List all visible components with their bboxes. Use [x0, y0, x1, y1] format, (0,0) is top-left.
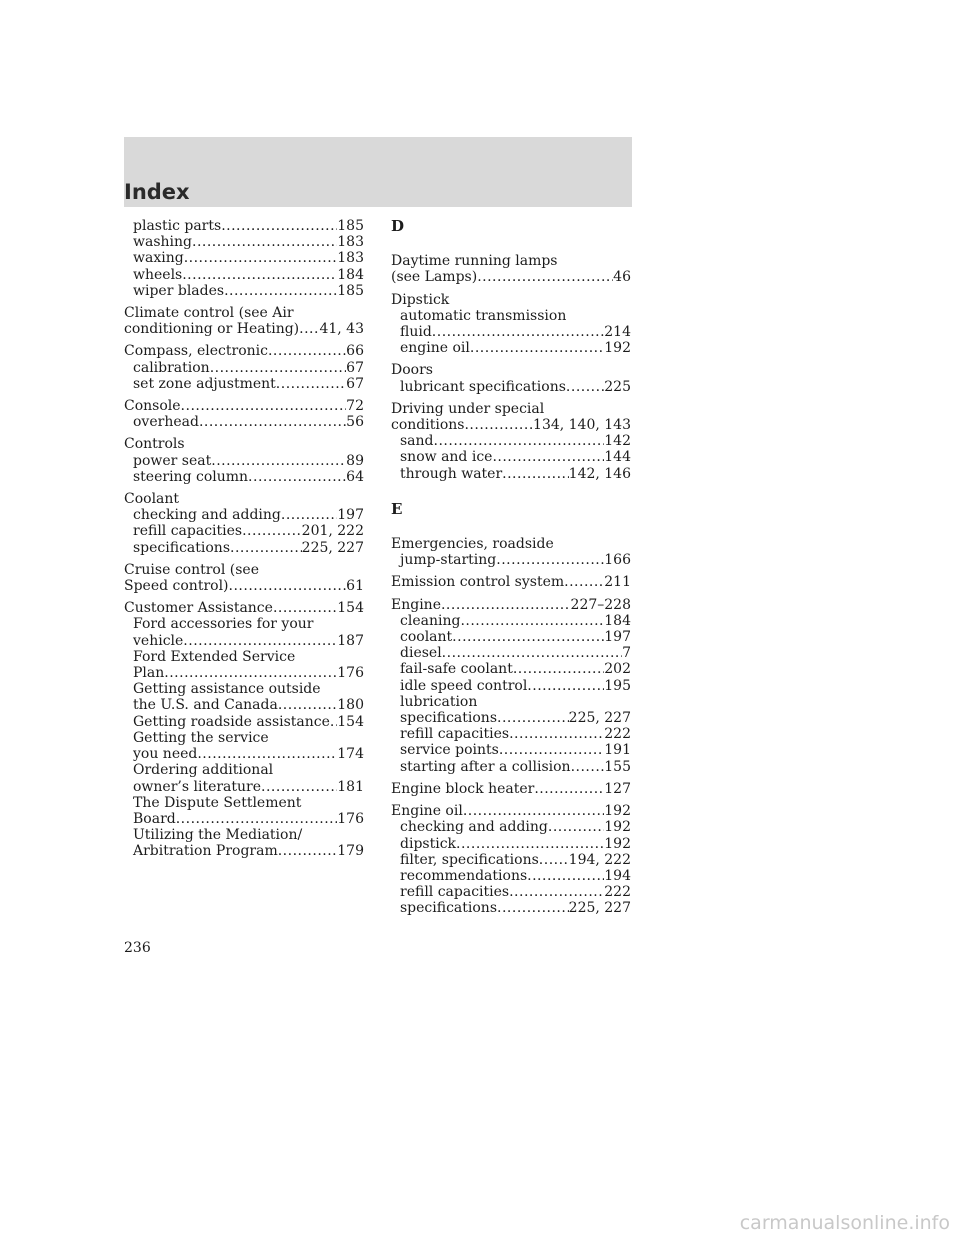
page-ref: 187: [337, 632, 364, 649]
page-ref: 185: [337, 218, 364, 234]
entry-text: Climate control (see Air: [124, 305, 294, 322]
page-ref: 192: [604, 835, 631, 852]
index-subentry: [124, 714, 364, 730]
page-ref: 89: [346, 452, 364, 469]
leader-dots: [470, 340, 604, 356]
page-ref: 183: [337, 234, 364, 251]
page-ref: 225: [604, 378, 631, 395]
leader-dots: [210, 360, 346, 376]
entry-text: Ordering additional: [133, 762, 274, 779]
header-band: [124, 137, 632, 207]
page-ref: 201, 222: [301, 523, 364, 540]
entry-text: specifications: [133, 539, 231, 556]
index-column-left: [124, 218, 364, 860]
entry-text: Daytime running lamps: [391, 253, 558, 270]
leader-dots: [278, 843, 338, 859]
entry-text: Controls: [124, 436, 185, 453]
index-subentry: [391, 900, 631, 916]
entry-text: calibration: [133, 359, 210, 376]
page-ref: 174: [337, 746, 364, 763]
entry-text: refill capacities: [400, 884, 510, 901]
entry-text: Getting roadside assistance: [133, 713, 330, 730]
leader-dots: [276, 376, 346, 392]
leader-dots: [464, 417, 533, 433]
index-subentry: [124, 746, 364, 762]
leader-dots: [539, 852, 569, 868]
entry-text: coolant: [400, 629, 453, 646]
leader-dots: [229, 578, 347, 594]
index-subentry: [391, 466, 631, 482]
page-ref: 154: [337, 600, 364, 617]
entry-text: Console: [124, 398, 181, 415]
page-ref: 66: [346, 343, 364, 360]
entry-text: automatic transmission: [400, 307, 567, 324]
index-entry: [124, 321, 364, 337]
entry-text: wheels: [133, 266, 183, 283]
index-letter-heading: E: [391, 499, 403, 518]
index-subentry: [124, 267, 364, 283]
leader-dots: [268, 343, 346, 359]
index-subentry: [124, 218, 364, 234]
index-entry: [391, 417, 631, 433]
index-subentry: [124, 779, 364, 795]
index-subentry: [391, 433, 631, 449]
page-ref: 72: [346, 398, 364, 415]
index-column-right: [391, 218, 631, 917]
page-ref: 192: [604, 803, 631, 820]
entry-text: Doors: [391, 362, 433, 379]
page-ref: 183: [337, 250, 364, 267]
page-ref: 211: [604, 574, 631, 591]
entry-text: Utilizing the Mediation/: [133, 827, 303, 844]
section-title: Index: [124, 180, 190, 204]
index-subentry: [124, 843, 364, 859]
leader-dots: [211, 453, 346, 469]
index-subentry: [391, 552, 631, 568]
index-subentry: [391, 645, 631, 661]
index-subentry: [124, 523, 364, 539]
page-ref: 142, 146: [568, 465, 631, 482]
entry-text: Ford Extended Service: [133, 648, 296, 665]
entry-text: fluid: [400, 324, 432, 341]
entry-text: waxing: [133, 250, 184, 267]
entry-text: Arbitration Program: [133, 843, 278, 860]
entry-text: Plan: [133, 665, 165, 682]
entry-text: engine oil: [400, 340, 470, 357]
index-subentry: [391, 759, 631, 775]
index-subentry: [391, 710, 631, 726]
entry-text: snow and ice: [400, 449, 493, 466]
index-subentry: [391, 819, 631, 835]
entry-text: Engine: [391, 596, 441, 613]
index-subentry: [124, 414, 364, 430]
index-entry: [391, 781, 631, 797]
entry-text: you need: [133, 746, 198, 763]
index-subentry: [391, 852, 631, 868]
entry-text: conditioning or Heating): [124, 321, 300, 338]
entry-text: lubricant specifications: [400, 378, 566, 395]
entry-text: power seat: [133, 452, 212, 469]
entry-text: the U.S. and Canada: [133, 697, 278, 714]
entry-text: Customer Assistance: [124, 600, 273, 617]
page-ref: 134, 140, 143: [533, 417, 631, 434]
index-subentry: [124, 283, 364, 299]
entry-text: lubrication: [400, 693, 478, 710]
entry-text: steering column: [133, 468, 249, 485]
page-ref: 180: [337, 697, 364, 714]
page-ref: 61: [346, 578, 364, 595]
entry-text: service points: [400, 742, 499, 759]
page-ref: 194, 222: [568, 851, 631, 868]
index-subentry: [391, 379, 631, 395]
index-subentry: [124, 697, 364, 713]
page-ref: 197: [604, 629, 631, 646]
leader-dots: [497, 900, 569, 916]
index-subentry: [124, 376, 364, 392]
page-ref: 46: [613, 269, 631, 286]
index-subentry: [124, 633, 364, 649]
leader-dots: [281, 507, 337, 523]
leader-dots: [477, 269, 613, 285]
leader-dots: [434, 433, 605, 449]
page-ref: 222: [604, 884, 631, 901]
index-entry: [391, 536, 631, 552]
page-ref: 56: [346, 414, 364, 431]
page-ref: 195: [604, 677, 631, 694]
entry-text: Compass, electronic: [124, 343, 268, 360]
leader-dots: [502, 466, 569, 482]
index-subentry: [391, 340, 631, 356]
entry-text: Driving under special: [391, 400, 545, 417]
index-subentry: [124, 616, 364, 632]
entry-text: Getting assistance outside: [133, 681, 321, 698]
index-subentry: [124, 795, 364, 811]
index-subentry: [391, 694, 631, 710]
leader-dots: [184, 250, 338, 266]
index-subentry: [391, 836, 631, 852]
page-ref: 176: [337, 665, 364, 682]
page-ref: 184: [337, 266, 364, 283]
page-ref: 185: [337, 282, 364, 299]
leader-dots: [463, 803, 604, 819]
entry-text: conditions: [391, 417, 465, 434]
entry-text: Board: [133, 810, 176, 827]
leader-dots: [534, 781, 604, 797]
leader-dots: [176, 811, 338, 827]
index-subentry: [391, 884, 631, 900]
leader-dots: [224, 283, 337, 299]
index-subentry: [391, 613, 631, 629]
leader-dots: [497, 710, 569, 726]
page-ref: 67: [346, 375, 364, 392]
leader-dots: [571, 759, 605, 775]
index-subentry: [124, 360, 364, 376]
leader-dots: [566, 379, 604, 395]
entry-text: specifications: [400, 900, 498, 917]
index-entry: [391, 253, 631, 269]
entry-text: filter, specifications: [400, 851, 539, 868]
entry-text: wiper blades: [133, 282, 225, 299]
entry-text: Speed control): [124, 578, 229, 595]
page-ref: 192: [604, 819, 631, 836]
page-ref: 144: [604, 449, 631, 466]
index-subentry: [124, 665, 364, 681]
index-subentry: [124, 827, 364, 843]
leader-dots: [330, 714, 337, 730]
entry-text: sand: [400, 433, 434, 450]
page-ref: 191: [604, 742, 631, 759]
index-subentry: [124, 453, 364, 469]
page-ref: 184: [604, 612, 631, 629]
entry-text: Dipstick: [391, 291, 450, 308]
leader-dots: [548, 819, 604, 835]
page-ref: 155: [604, 758, 631, 775]
page-ref: 202: [604, 661, 631, 678]
entry-text: specifications: [400, 710, 498, 727]
entry-text: Engine oil: [391, 803, 463, 820]
index-subentry: [391, 661, 631, 677]
entry-text: Engine block heater: [391, 780, 535, 797]
index-entry: [391, 597, 631, 613]
entry-text: vehicle: [133, 632, 184, 649]
page-ref: 7: [622, 645, 631, 662]
index-subentry: [124, 681, 364, 697]
entry-text: idle speed control: [400, 677, 528, 694]
page-ref: 181: [337, 778, 364, 795]
index-subentry: [124, 730, 364, 746]
entry-text: checking and adding: [133, 507, 281, 524]
leader-dots: [564, 574, 604, 590]
page-ref: 225, 227: [568, 900, 631, 917]
leader-dots: [181, 398, 347, 414]
leader-dots: [432, 324, 604, 340]
index-entry: [124, 562, 364, 578]
entry-text: recommendations: [400, 867, 528, 884]
leader-dots: [442, 645, 622, 661]
entry-text: Ford accessories for your: [133, 616, 314, 633]
index-subentry: [391, 324, 631, 340]
page-ref: 176: [337, 810, 364, 827]
leader-dots: [261, 779, 337, 795]
entry-text: fail-safe coolant: [400, 661, 513, 678]
index-subentry: [124, 762, 364, 778]
leader-dots: [192, 234, 337, 250]
index-subentry: [391, 868, 631, 884]
leader-dots: [183, 633, 337, 649]
leader-dots: [278, 697, 337, 713]
index-subentry: [124, 250, 364, 266]
entry-text: jump-starting: [400, 552, 497, 569]
page-ref: 166: [604, 552, 631, 569]
leader-dots: [499, 742, 604, 758]
index-subentry: [124, 469, 364, 485]
leader-dots: [456, 836, 604, 852]
page-ref: 214: [604, 324, 631, 341]
page-ref: 67: [346, 359, 364, 376]
index-subentry: [124, 540, 364, 556]
index-entry: [124, 305, 364, 321]
index-entry: [124, 343, 364, 359]
index-entry: [124, 491, 364, 507]
index-subentry: [391, 449, 631, 465]
index-subentry: [391, 726, 631, 742]
leader-dots: [509, 884, 604, 900]
leader-dots: [164, 665, 337, 681]
entry-text: diesel: [400, 645, 442, 662]
entry-text: plastic parts: [133, 218, 222, 234]
entry-text: overhead: [133, 414, 199, 431]
leader-dots: [492, 449, 604, 465]
leader-dots: [509, 726, 604, 742]
leader-dots: [248, 469, 346, 485]
entry-text: Getting the service: [133, 729, 269, 746]
page-ref: 227–228: [570, 596, 631, 613]
entry-text: Emergencies, roadside: [391, 536, 554, 553]
leader-dots: [496, 552, 604, 568]
index-subentry: [124, 649, 364, 665]
index-subentry: [391, 742, 631, 758]
index-subentry: [391, 308, 631, 324]
leader-dots: [460, 613, 604, 629]
leader-dots: [197, 746, 337, 762]
index-entry: [124, 436, 364, 452]
entry-text: set zone adjustment: [133, 375, 276, 392]
entry-text: Cruise control (see: [124, 561, 259, 578]
page-ref: 192: [604, 340, 631, 357]
leader-dots: [230, 540, 302, 556]
index-subentry: [391, 629, 631, 645]
entry-text: (see Lamps): [391, 269, 478, 286]
index-entry: [391, 574, 631, 590]
entry-text: owner’s literature: [133, 778, 262, 795]
page-ref: 127: [604, 780, 631, 797]
page-ref: 197: [337, 507, 364, 524]
index-subentry: [124, 507, 364, 523]
index-entry: [124, 398, 364, 414]
page-ref: 179: [337, 843, 364, 860]
entry-text: starting after a collision: [400, 758, 571, 775]
page-ref: 41, 43: [319, 321, 364, 338]
leader-dots: [527, 678, 604, 694]
leader-dots: [299, 321, 319, 337]
leader-dots: [242, 523, 302, 539]
page-number: 236: [124, 940, 151, 956]
index-entry: [391, 292, 631, 308]
entry-text: washing: [133, 234, 192, 251]
leader-dots: [182, 267, 337, 283]
leader-dots: [441, 597, 571, 613]
index-entry: [391, 362, 631, 378]
index-entry: [391, 401, 631, 417]
entry-text: refill capacities: [133, 523, 243, 540]
entry-text: Coolant: [124, 491, 180, 508]
leader-dots: [273, 600, 337, 616]
entry-text: cleaning: [400, 612, 461, 629]
leader-dots: [199, 414, 346, 430]
entry-text: refill capacities: [400, 726, 510, 743]
page-ref: 194: [604, 867, 631, 884]
page-ref: 222: [604, 726, 631, 743]
entry-text: checking and adding: [400, 819, 548, 836]
index-entry: [391, 269, 631, 285]
entry-text: through water: [400, 465, 503, 482]
page-ref: 142: [604, 433, 631, 450]
index-entry: [124, 578, 364, 594]
entry-text: Emission control system: [391, 574, 565, 591]
index-subentry: [391, 678, 631, 694]
page-ref: 154: [337, 713, 364, 730]
page-ref: 64: [346, 468, 364, 485]
page-ref: 225, 227: [301, 539, 364, 556]
leader-dots: [527, 868, 604, 884]
index-entry: [124, 600, 364, 616]
leader-dots: [513, 661, 604, 677]
index-letter-heading: D: [391, 217, 405, 235]
leader-dots: [221, 218, 337, 234]
index-subentry: [124, 234, 364, 250]
index-entry: [391, 803, 631, 819]
entry-text: dipstick: [400, 835, 457, 852]
watermark-text: carmanualsonline.info: [739, 1212, 950, 1234]
page-ref: 225, 227: [568, 710, 631, 727]
entry-text: The Dispute Settlement: [133, 794, 302, 811]
index-subentry: [124, 811, 364, 827]
leader-dots: [452, 629, 604, 645]
